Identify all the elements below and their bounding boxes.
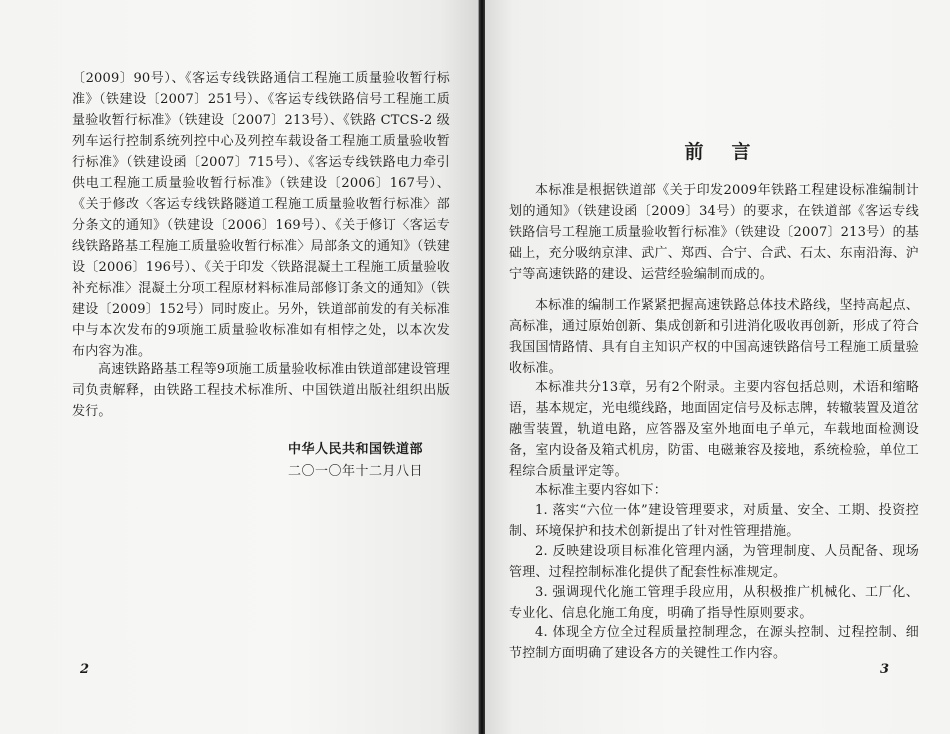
preface-list-item: 2. 反映建设项目标准化管理内涵，为管理制度、人员配备、现场管理、过程控制标准化提供了配套性标准规定。 [509, 544, 919, 580]
right-page [485, 0, 950, 734]
preface-paragraph: 本标准的编制工作紧紧把握高速铁路总体技术路线，坚持高起点、高标准，通过原始创新、集成创新和引进消化吸收再创新，形成了符合我国国情路情、具有自主知识产权的中国高速铁路信号工程施工质量验收标准。 [509, 298, 919, 376]
preface-paragraph: 本标准共分13章，另有2个附录。主要内容包括总则，术语和缩略语，基本规定，光电缆线路，地面固定信号及标志牌，转辙装置及道岔融雪装置，轨道电路，应答器及室外地面电子单元，车载地面检测设备，室内设备及箱式机房，防雷、电磁兼容及接地，系统检验，单位工程综合质量评定等。 [509, 380, 919, 479]
left-paragraph-2: 高速铁路路基工程等9项施工质量验收标准由铁道部建设管理司负责解释，由铁路工程技术标准所、中国铁道出版社组织出版发行。 [72, 362, 450, 419]
preface-list-item: 3. 强调现代化施工管理手段应用，从积极推广机械化、工厂化、专业化、信息化施工角度，明确了指导性原则要求。 [509, 585, 919, 621]
preface-list-item: 4. 体现全方位全过程质量控制理念，在源头控制、过程控制、细节控制方面明确了建设各方的关键性工作内容。 [509, 625, 919, 661]
preface-paragraph: 本标准主要内容如下： [535, 483, 668, 498]
signature-date: 二〇一〇年十二月八日 [288, 464, 424, 479]
right-page-number: 3 [880, 662, 890, 677]
signature-organization: 中华人民共和国铁道部 [288, 442, 424, 457]
preface-list-item: 1. 落实“六位一体”建设管理要求，对质量、安全、工期、投资控制、环境保护和技术创新提出了针对性管理措施。 [509, 503, 919, 539]
left-page-number: 2 [80, 662, 90, 677]
left-paragraph-1: 〔2009〕90号）、《客运专线铁路通信工程施工质量验收暂行标准》（铁建设〔2007〕251号）、《客运专线铁路信号工程施工质量验收暂行标准》（铁建设〔2007〕213号）、《铁路 CTCS-2 级列车运行控制系统列控中心及列控车载设备工程施工质量验收暂行标准》（铁建设函〔2007〕715号）、《客运专线铁路电力牵引供电工程施工质量验收暂行标准》（铁建设〔2006〕167号）、《关于修改〈客运专线铁路隧道工程施工质量验收暂行标准〉部分条文的通知》（铁建设〔2006〕169号）、《关于修订〈客运专线铁路路基工程施工质量验收暂行标准〉局部条文的通知》（铁建设〔2006〕196号）、《关于印发〈铁路混凝土工程施工质量验收补充标准〉混凝土分项工程原材料标准局部修订条文的通知》（铁建设〔2009〕152号）同时废止。另外，铁道部前发的有关标准中与本次发布的9项施工质量验收标准如有相悖之处，以本次发布内容为准。 [72, 71, 450, 359]
page-title: 前言 [684, 141, 779, 163]
preface-paragraph: 本标准是根据铁道部《关于印发2009年铁路工程建设标准编制计划的通知》（铁建设函〔2009〕34号）的要求，在铁道部《客运专线铁路信号工程施工质量验收暂行标准》（铁建设〔2007〕213号）的基础上，充分吸纳京津、武广、郑西、合宁、合武、石太、东南沿海、沪宁等高速铁路的建设、运营经验编制而成的。 [509, 183, 919, 282]
